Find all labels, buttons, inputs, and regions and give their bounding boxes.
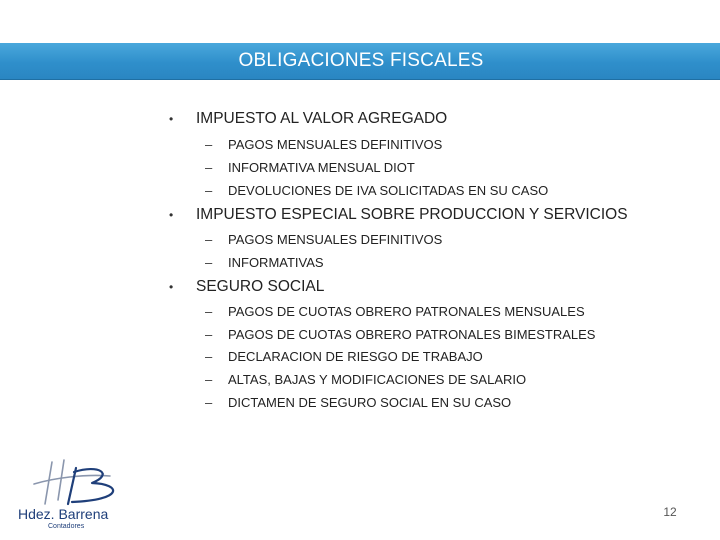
sub-item-text: PAGOS DE CUOTAS OBRERO PATRONALES BIMESTRALES	[228, 327, 596, 342]
bullet-heading: SEGURO SOCIAL	[196, 278, 325, 295]
logo-name: Hdez. Barrena	[18, 506, 109, 522]
sub-item-text: PAGOS MENSUALES DEFINITIVOS	[228, 232, 443, 247]
dash-icon: –	[205, 137, 213, 152]
bullet-icon: •	[169, 280, 174, 294]
dash-icon: –	[205, 327, 213, 342]
bullet-heading: IMPUESTO AL VALOR AGREGADO	[196, 110, 448, 127]
logo-tagline: Contadores	[48, 523, 85, 530]
sub-item-text: DICTAMEN DE SEGURO SOCIAL EN SU CASO	[228, 395, 512, 410]
bullet-icon: •	[169, 208, 174, 222]
dash-icon: –	[205, 232, 213, 247]
dash-icon: –	[205, 160, 213, 175]
logo-b-stem	[68, 468, 76, 504]
bullet-icon: •	[169, 112, 174, 126]
logo-b-bowls	[72, 469, 113, 502]
dash-icon: –	[205, 304, 213, 319]
bullet-heading: IMPUESTO ESPECIAL SOBRE PRODUCCION Y SERVICIOS	[196, 206, 628, 223]
sub-item-text: DECLARACION DE RIESGO DE TRABAJO	[228, 349, 483, 364]
sub-item-text: INFORMATIVA MENSUAL DIOT	[228, 160, 415, 175]
dash-icon: –	[205, 255, 213, 270]
dash-icon: –	[205, 183, 213, 198]
sub-item-text: INFORMATIVAS	[228, 255, 324, 270]
slide-title: OBLIGACIONES FISCALES	[238, 50, 484, 71]
sub-item-text: PAGOS MENSUALES DEFINITIVOS	[228, 137, 443, 152]
logo-h-stroke-left	[45, 462, 52, 504]
dash-icon: –	[205, 395, 213, 410]
logo-h-stroke-right	[58, 460, 64, 500]
dash-icon: –	[205, 349, 213, 364]
sub-item-text: DEVOLUCIONES DE IVA SOLICITADAS EN SU CASO	[228, 183, 549, 198]
company-logo	[14, 456, 146, 530]
dash-icon: –	[205, 372, 213, 387]
sub-item-text: ALTAS, BAJAS Y MODIFICACIONES DE SALARIO	[228, 372, 527, 387]
page-number: 12	[663, 505, 677, 519]
sub-item-text: PAGOS DE CUOTAS OBRERO PATRONALES MENSUALES	[228, 304, 585, 319]
